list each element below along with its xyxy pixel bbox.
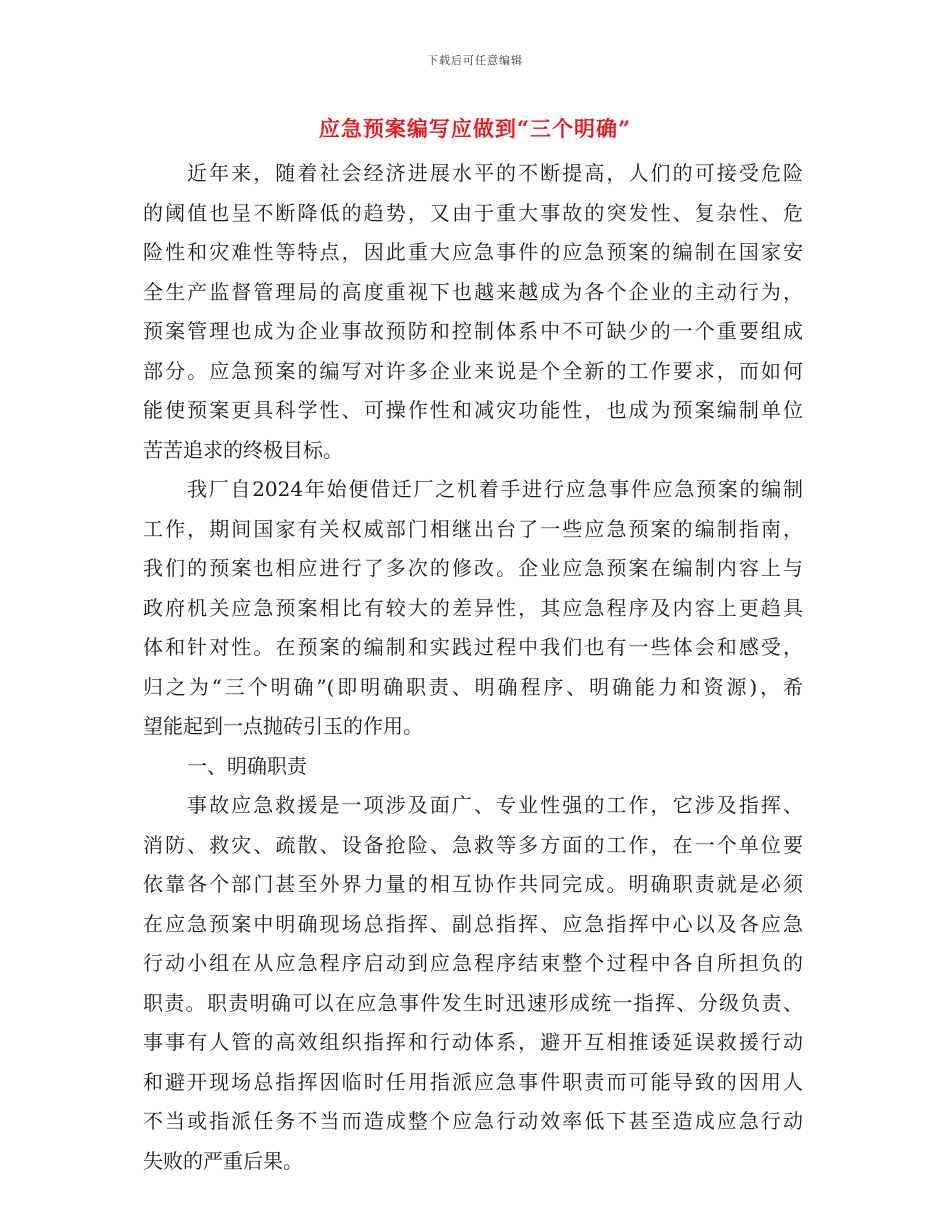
- text-line: 我们的预案也相应进行了多次的修改。企业应急预案在编制内容上与: [143, 556, 803, 580]
- text-line: 望能起到一点抛砖引玉的作用。: [143, 714, 423, 738]
- paragraph: [143, 154, 803, 470]
- page-header-note: 下载后可任意编辑: [427, 54, 523, 67]
- text-line: 政府机关应急预案相比有较大的差异性，其应急程序及内容上更趋具: [143, 595, 803, 620]
- text-line: 消防、救灾、疏散、设备抢险、急救等多方面的工作，在一个单位要: [143, 832, 803, 857]
- text-line: 归之为“三个明确”(即明确职责、明确程序、明确能力和资源)，希: [143, 674, 803, 699]
- text-line: 一、明确职责: [187, 753, 307, 778]
- text-line: 能使预案更具科学性、可操作性和减灾功能性，也成为预案编制单位: [143, 398, 803, 422]
- text-line: 事故应急救援是一项涉及面广、专业性强的工作，它涉及指挥、: [187, 793, 803, 817]
- text-line: 全生产监督管理局的高度重视下也越来越成为各个企业的主动行为，: [143, 279, 803, 304]
- text-line: 职责。职责明确可以在应急事件发生时迅速形成统一指挥、分级负责、: [143, 990, 803, 1015]
- text-line: 预案管理也成为企业事故预防和控制体系中不可缺少的一个重要组成: [143, 319, 803, 343]
- text-line: 部分。应急预案的编写对许多企业来说是个全新的工作要求，而如何: [143, 358, 803, 383]
- text-line: 和避开现场总指挥因临时任用指派应急事件职责而可能导致的因用人: [143, 1069, 803, 1094]
- text-line: 的阈值也呈不断降低的趋势，又由于重大事故的突发性、复杂性、危: [143, 200, 803, 225]
- text-line: 体和针对性。在预案的编制和实践过程中我们也有一些体会和感受，: [143, 635, 803, 659]
- text-line: 工作，期间国家有关权威部门相继出台了一些应急预案的编制指南，: [143, 516, 803, 541]
- paragraph: [143, 470, 803, 747]
- text-line: 行动小组在从应急程序启动到应急程序结束整个过程中各自所担负的: [143, 951, 803, 975]
- text-line: 险性和灾难性等特点，因此重大应急事件的应急预案的编制在国家安: [143, 240, 803, 264]
- text-line: 失败的严重后果。: [143, 1148, 303, 1173]
- text-line: 在应急预案中明确现场总指挥、副总指挥、应急指挥中心以及各应急: [143, 911, 803, 936]
- section-heading: [143, 747, 803, 787]
- text-line: 事事有人管的高效组织指挥和行动体系，避开互相推诿延误救援行动: [143, 1030, 803, 1054]
- text-line: 我厂自2024年始便借迁厂之机着手进行应急事件应急预案的编制: [187, 477, 803, 501]
- text-line: 依靠各个部门甚至外界力量的相互协作共同完成。明确职责就是必须: [143, 872, 803, 896]
- paragraph: [143, 786, 803, 1181]
- text-line: 不当或指派任务不当而造成整个应急行动效率低下甚至造成应急行动: [143, 1109, 803, 1133]
- document-body: [143, 154, 803, 1181]
- text-line: 近年来，随着社会经济进展水平的不断提高，人们的可接受危险: [187, 161, 803, 185]
- text-line: 苦苦追求的终极目标。: [143, 437, 343, 462]
- document-title: 应急预案编写应做到“三个明确”: [318, 116, 632, 141]
